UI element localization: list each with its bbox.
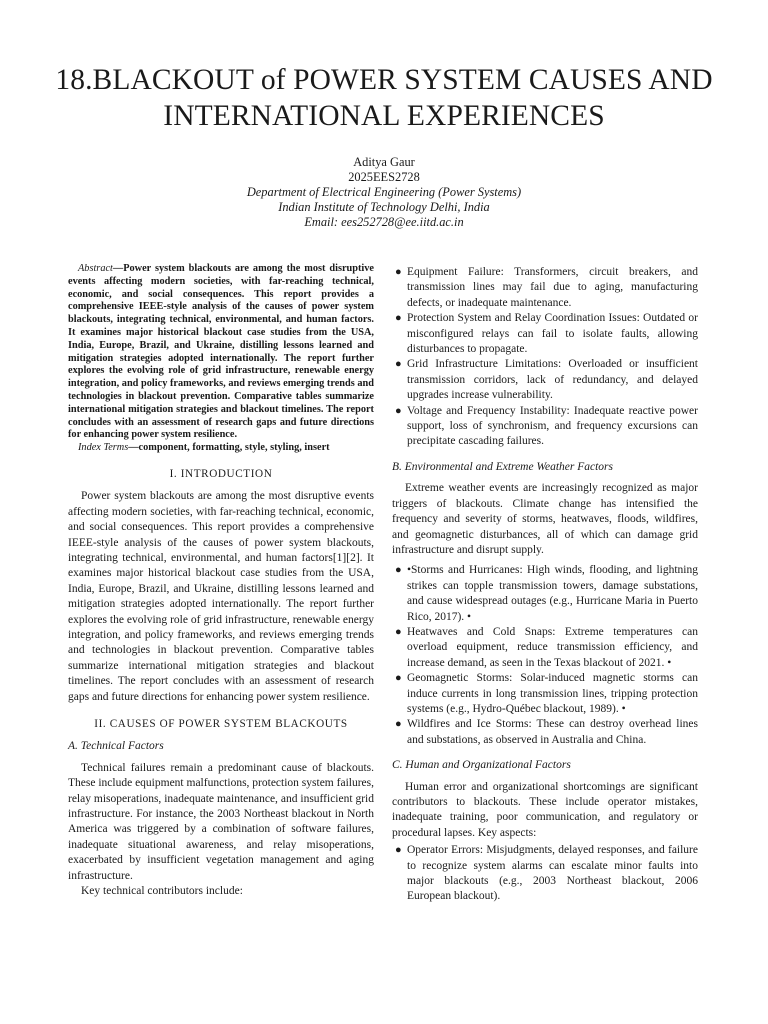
index-terms-label: Index Terms bbox=[78, 442, 129, 454]
bullet-icon: ● bbox=[395, 625, 402, 638]
environmental-bullet-list bbox=[392, 563, 698, 748]
left-column bbox=[68, 263, 374, 900]
list-item: ● Voltage and Frequency Instability: Inadequate reactive power support, loss of synchronism, and frequency excursions can precipitate cascading failures. bbox=[395, 404, 698, 448]
list-item: ● Protection System and Relay Coordination Issues: Outdated or misconfigured relays can fail to isolate faults, allowing disturbances to propagate. bbox=[395, 312, 698, 356]
subsection-heading-human: C. Human and Organizational Factors bbox=[392, 759, 571, 772]
abstract bbox=[68, 263, 374, 442]
author-institute: Indian Institute of Technology Delhi, India bbox=[278, 199, 490, 214]
section-heading-causes: II. CAUSES OF POWER SYSTEM BLACKOUTS bbox=[94, 718, 348, 731]
bullet-icon: ● bbox=[395, 672, 402, 685]
index-terms-text: —component, formatting, style, styling, insert bbox=[128, 442, 330, 454]
technical-paragraph: Technical failures remain a predominant cause of blackouts. These include equipment malfunctions, protection system failures, relay misoperations, inadequate maintenance, and insufficient grid infrastructure. For instance, the 2003 Northeast blackout in North America was triggered by a combination of software failures, inadequate situational awareness, and relay misoperations, exacerbated by insufficient vegetation management and aging infrastructure. bbox=[68, 761, 374, 882]
bullet-icon: ● bbox=[395, 844, 402, 857]
list-item: ● Grid Infrastructure Limitations: Overloaded or insufficient transmission corridors, lack of redundancy, and delayed upgrades increase vulnerability. bbox=[395, 358, 698, 402]
technical-bullet-list bbox=[392, 265, 698, 450]
author-name: Aditya Gaur bbox=[353, 155, 415, 169]
abstract-text: —Power system blackouts are among the most disruptive events affecting modern societies, with far-reaching technical, economic, and social consequences. This report provides a comprehensive IEEE-style analysis of the causes of power system blackouts, integrating technical, environmental, and human factors. It examines major historical blackout case studies from the USA, India, Europe, Brazil, and Ukraine, distilling lessons learned and mitigation strategies adopted internationally. The report further explores the evolving role of grid infrastructure, renewable energy integration, and policy frameworks, and reviews emerging trends and technologies in blackout prevention. Comparative tables summarize international mitigation strategies and blackout timelines. The report concludes with an assessment of research gaps and future directions for enhancing power system resilience. bbox=[68, 263, 374, 441]
author-email: Email: ees252728@ee.iitd.ac.in bbox=[304, 214, 464, 229]
list-item: ● Heatwaves and Cold Snaps: Extreme temperatures can overload equipment, reduce transmission efficiency, and increase demand, as seen in the Texas blackout of 2021. • bbox=[395, 625, 698, 669]
list-item: ● Equipment Failure: Transformers, circuit breakers, and transmission lines may fail due to aging, manufacturing defects, or inadequate maintenance. bbox=[395, 266, 698, 309]
bullet-icon: ● bbox=[395, 266, 402, 278]
subsection-heading-technical: A. Technical Factors bbox=[68, 740, 164, 753]
list-item: ● Geomagnetic Storms: Solar-induced magnetic storms can induce currents in long transmission lines, tripping protection systems (e.g., Hydro-Québec blackout, 1989). • bbox=[395, 672, 698, 715]
index-terms bbox=[68, 442, 374, 455]
human-paragraph: Human error and organizational shortcomings are significant contributors to blackouts. These include operator mistakes, inadequate training, poor communication, and regulatory or procedural lapses. Key aspects: bbox=[392, 780, 698, 839]
bullet-icon: ● bbox=[395, 718, 402, 731]
subsection-heading-environmental: B. Environmental and Extreme Weather Factors bbox=[392, 460, 614, 473]
bullet-icon: ● bbox=[395, 404, 402, 417]
author-block bbox=[40, 155, 728, 230]
list-item: ● Operator Errors: Misjudgments, delayed responses, and failure to recognize system alarms can escalate minor faults into major blackouts (e.g., 2003 Northeast blackout, 2006 European blackout). bbox=[395, 844, 698, 903]
right-column bbox=[392, 263, 698, 909]
human-bullet-list bbox=[392, 843, 698, 905]
paper-title: 18.BLACKOUT of POWER SYSTEM CAUSES AND INTERNATIONAL EXPERIENCES bbox=[55, 64, 713, 132]
technical-key-line: Key technical contributors include: bbox=[81, 885, 243, 898]
author-department: Department of Electrical Engineering (Power Systems) bbox=[246, 184, 522, 199]
bullet-icon: ● bbox=[395, 312, 402, 325]
section-heading-introduction: I. INTRODUCTION bbox=[169, 467, 273, 480]
list-item: ● Wildfires and Ice Storms: These can destroy overhead lines and substations, as observed in Australia and China. bbox=[395, 718, 698, 746]
bullet-icon: ● bbox=[395, 564, 402, 577]
author-id: 2025EES2728 bbox=[348, 169, 420, 184]
intro-paragraph: Power system blackouts are among the most disruptive events affecting modern societies, with far-reaching technical, economic, and social consequences. This report provides a comprehensive IEEE-style analysis of the causes of power system blackouts, integrating technical, environmental, and human factors[1][2]. It examines major historical blackout case studies from the USA, India, Europe, Brazil, and Ukraine, distilling lessons learned and mitigation strategies adopted internationally. The report further explores the evolving role of grid infrastructure, renewable energy integration, and policy frameworks, and reviews emerging trends and technologies in blackout prevention. Comparative tables summarize international mitigation strategies and blackout timelines. The report concludes with an assessment of research gaps and future directions for enhancing power system resilience. bbox=[68, 490, 374, 703]
bullet-icon: ● bbox=[395, 358, 402, 371]
environmental-paragraph: Extreme weather events are increasingly recognized as major triggers of blackouts. Climate change has intensified the frequency and severity of storms, heatwaves, floods, wildfires, and geomagnetic disturbances, all of which can damage grid infrastructure and disrupt supply. bbox=[392, 482, 698, 556]
list-item: ● •Storms and Hurricanes: High winds, flooding, and lightning strikes can topple transmission towers, damage substations, and cause widespread outages (e.g., Hurricane Maria in Puerto Rico, 2017). • bbox=[395, 564, 698, 623]
abstract-label: Abstract bbox=[78, 263, 113, 274]
